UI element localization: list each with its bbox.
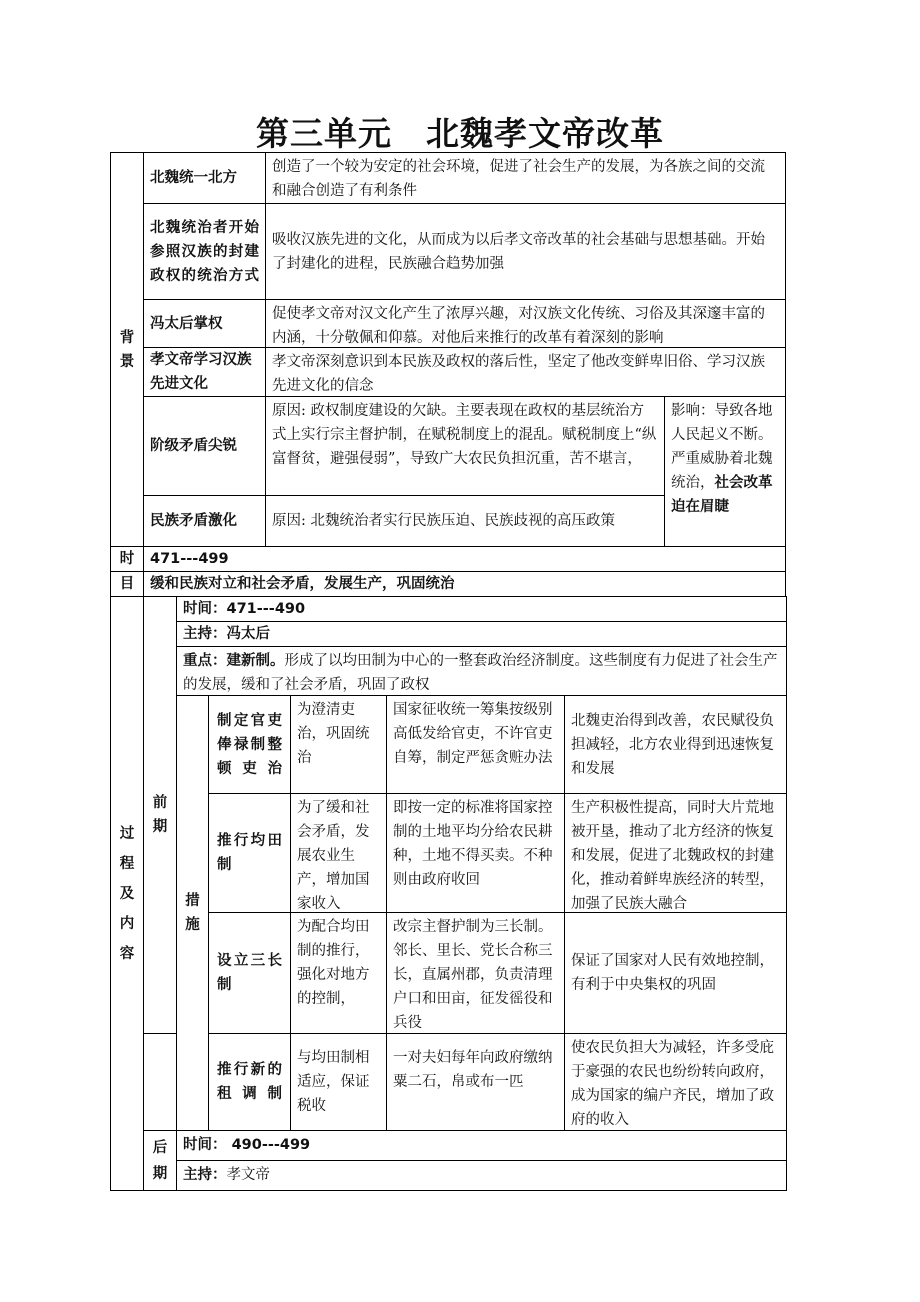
bg-row-5-title: 阶级矛盾尖锐 (143, 396, 266, 496)
process-label: 过程及内容 (110, 596, 144, 1191)
title-part2: 北魏孝文帝改革 (426, 114, 664, 153)
bg-row-2-title: 北魏统治者开始参照汉族的封建政权的统治方式 (143, 203, 266, 300)
goal-label: 目 (110, 571, 144, 597)
measure-4-name: 推行新的租调制 (208, 1033, 291, 1131)
bg-row-2-content: 吸收汉族先进的文化，从而成为以后孝文帝改革的社会基础与思想基础。开始了封建化的进程，民族融合趋势加强 (265, 203, 786, 300)
measure-2-name: 推行均田制 (208, 793, 291, 913)
early-time-row: 时间：471---490 (176, 596, 787, 622)
bg-row-3-content: 促使孝文帝对汉文化产生了浓厚兴趣，对汉族文化传统、习俗及其深邃丰富的内涵，十分敬佩和仰慕。对他后来推行的改革有着深刻的影响 (265, 299, 786, 348)
background-label: 背景 (110, 152, 144, 547)
page-title (0, 108, 920, 155)
bg-row-4-content: 孝文帝深刻意识到本民族及政权的落后性，坚定了他改变鲜卑旧俗、学习汉族先进文化的信念 (265, 347, 786, 397)
measure-3-content: 改宗主督护制为三长制。邻长、里长、党长合称三长，直属州郡，负责清理户口和田亩，征发徭役和兵役 (386, 912, 565, 1034)
measure-1-content: 国家征收统一筹集按级别高低发给官吏，不许官吏自筹，制定严惩贪赃办法 (386, 695, 565, 794)
impact-bold: 社会改革迫在眉睫 (671, 475, 773, 515)
measure-1-name: 制定官吏俸禄制整顿吏治 (208, 695, 291, 794)
impact-text: 影响：导致各地人民起义不断。严重威胁着北魏统治， (671, 403, 773, 491)
measure-4-purpose: 与均田制相适应，保证税收 (290, 1033, 387, 1131)
time-label: 时 (110, 546, 144, 572)
bg-row-3-title: 冯太后掌权 (143, 299, 266, 348)
measure-3-name: 设立三长制 (208, 912, 291, 1034)
measure-1-purpose: 为澄清吏治，巩固统治 (290, 695, 387, 794)
bg-row-6-content: 原因: 北魏统治者实行民族压迫、民族歧视的高压政策 (265, 495, 665, 547)
title-part1: 第三单元 (256, 114, 392, 153)
measure-2-purpose: 为了缓和社会矛盾，发展农业生产，增加国家收入 (290, 793, 387, 913)
measure-3-effect: 保证了国家对人民有效地控制，有利于中央集权的巩固 (564, 912, 787, 1034)
early-host-row: 主持：冯太后 (176, 621, 787, 647)
bg-row-1-content: 创造了一个较为安定的社会环境，促进了社会生产的发展，为各族之间的交流和融合创造了有利条件 (265, 152, 786, 204)
time-value: 471---499 (143, 546, 786, 572)
late-time-row: 时间： 490---499 (176, 1130, 787, 1161)
measure-4-content: 一对夫妇每年向政府缴纳粟二石，帛或布一匹 (386, 1033, 565, 1131)
measure-2-content: 即按一定的标准将国家控制的土地平均分给农民耕种，土地不得买卖。不种则由政府收回 (386, 793, 565, 913)
bg-row-5-content: 原因: 政权制度建设的欠缺。主要表现在政权的基层统治方式上实行宗主督护制，在赋税制度上的混乱。赋税制度上“纵富督贫，避强侵弱”，导致广大农民负担沉重，苦不堪言， (265, 396, 665, 496)
bg-row-1-title: 北魏统一北方 (143, 152, 266, 204)
early-period-blank (143, 1033, 177, 1131)
measures-label: 措施 (176, 695, 209, 1131)
bg-row-6-title: 民族矛盾激化 (143, 495, 266, 547)
measure-1-effect: 北魏吏治得到改善，农民赋役负担减轻，北方农业得到迅速恢复和发展 (564, 695, 787, 794)
impact-cell (664, 396, 786, 547)
bg-row-4-title: 孝文帝学习汉族先进文化 (143, 347, 266, 397)
early-period-label: 前期 (143, 596, 177, 1034)
late-host-row: 主持：孝文帝 (176, 1160, 787, 1191)
late-period-label: 后期 (143, 1130, 177, 1191)
measure-2-effect: 生产积极性提高，同时大片荒地被开垦，推动了北方经济的恢复和发展，促进了北魏政权的封建化，推动着鲜卑族经济的转型，加强了民族大融合 (564, 793, 787, 913)
goal-value: 缓和民族对立和社会矛盾，发展生产，巩固统治 (143, 571, 786, 597)
measure-4-effect: 使农民负担大为减轻，许多受庇于豪强的农民也纷纷转向政府，成为国家的编户齐民，增加了政府的收入 (564, 1033, 787, 1131)
measure-3-purpose: 为配合均田制的推行，强化对地方的控制， (290, 912, 387, 1034)
early-focus-row: 重点：建新制。形成了以均田制为中心的一整套政治经济制度。这些制度有力促进了社会生产的发展，缓和了社会矛盾，巩固了政权 (176, 646, 787, 696)
